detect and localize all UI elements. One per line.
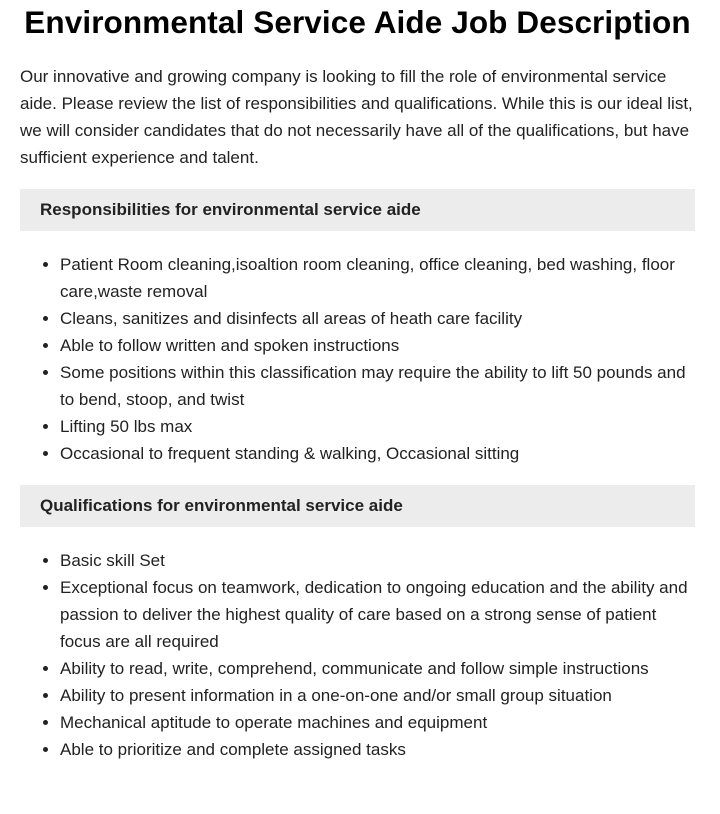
qualifications-list — [20, 547, 695, 763]
list-item: • Ability to present information in a one-on-one and/or small group situation — [60, 682, 695, 709]
list-item: • Lifting 50 lbs max — [60, 413, 695, 440]
list-item: • Exceptional focus on teamwork, dedication to ongoing education and the ability and passion to deliver the highest quality of care based on a strong sense of patient focus are all required — [60, 574, 695, 655]
list-item: • Basic skill Set — [60, 547, 695, 574]
list-item: • Able to prioritize and complete assigned tasks — [60, 736, 695, 763]
list-item: • Some positions within this classification may require the ability to lift 50 pounds and to bend, stoop, and twist — [60, 359, 695, 413]
page-title: Environmental Service Aide Job Description — [24, 4, 691, 40]
list-item: • Mechanical aptitude to operate machines and equipment — [60, 709, 695, 736]
list-item: • Occasional to frequent standing & walking, Occasional sitting — [60, 440, 695, 467]
list-item: • Cleans, sanitizes and disinfects all areas of heath care facility — [60, 305, 695, 332]
intro-paragraph: Our innovative and growing company is looking to fill the role of environmental service aide. Please review the list of responsibilities and qualifications. While this is our ideal list, we will consider candidates that do not necessarily have all of the qualifications, but have sufficient experience and talent. — [20, 67, 693, 167]
list-item: • Ability to read, write, comprehend, communicate and follow simple instructions — [60, 655, 695, 682]
qualifications-heading: Qualifications for environmental service aide — [20, 485, 695, 527]
responsibilities-list — [20, 251, 695, 467]
list-item: • Able to follow written and spoken instructions — [60, 332, 695, 359]
responsibilities-heading: Responsibilities for environmental service aide — [20, 189, 695, 231]
list-item: • Patient Room cleaning,isoaltion room cleaning, office cleaning, bed washing, floor care,waste removal — [60, 251, 695, 305]
